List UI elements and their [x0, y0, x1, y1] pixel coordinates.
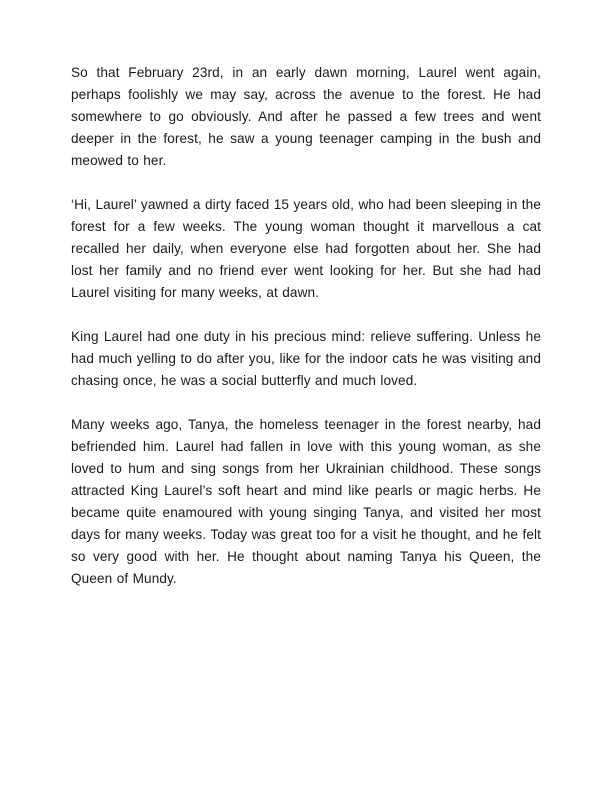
document-body — [71, 62, 541, 590]
paragraph-2: ‘Hi, Laurel’ yawned a dirty faced 15 years old, who had been sleeping in the forest for a few weeks. The young woman thought it marvellous a cat recalled her daily, when everyone else had forgotten about her. She had lost her family and no friend ever went looking for her. But she had had Laurel visiting for many weeks, at dawn. — [71, 197, 541, 300]
paragraph-4: Many weeks ago, Tanya, the homeless teenager in the forest nearby, had befriended him. Laurel had fallen in love with this young woman, as she loved to hum and sing songs from her Ukrainian childhood. These songs attracted King Laurel’s soft heart and mind like pearls or magic herbs. He became quite enamoured with young singing Tanya, and visited her most days for many weeks. Today was great too for a visit he thought, and he felt so very good with her. He thought about naming Tanya his Queen, the Queen of Mundy. — [71, 417, 541, 586]
paragraph-1: So that February 23rd, in an early dawn morning, Laurel went again, perhaps foolishly we may say, across the avenue to the forest. He had somewhere to go obviously. And after he passed a few trees and went deeper in the forest, he saw a young teenager camping in the bush and meowed to her. — [71, 65, 541, 168]
paragraph-3: King Laurel had one duty in his precious mind: relieve suffering. Unless he had much yelling to do after you, like for the indoor cats he was visiting and chasing once, he was a social butterfly and much loved. — [71, 329, 541, 388]
